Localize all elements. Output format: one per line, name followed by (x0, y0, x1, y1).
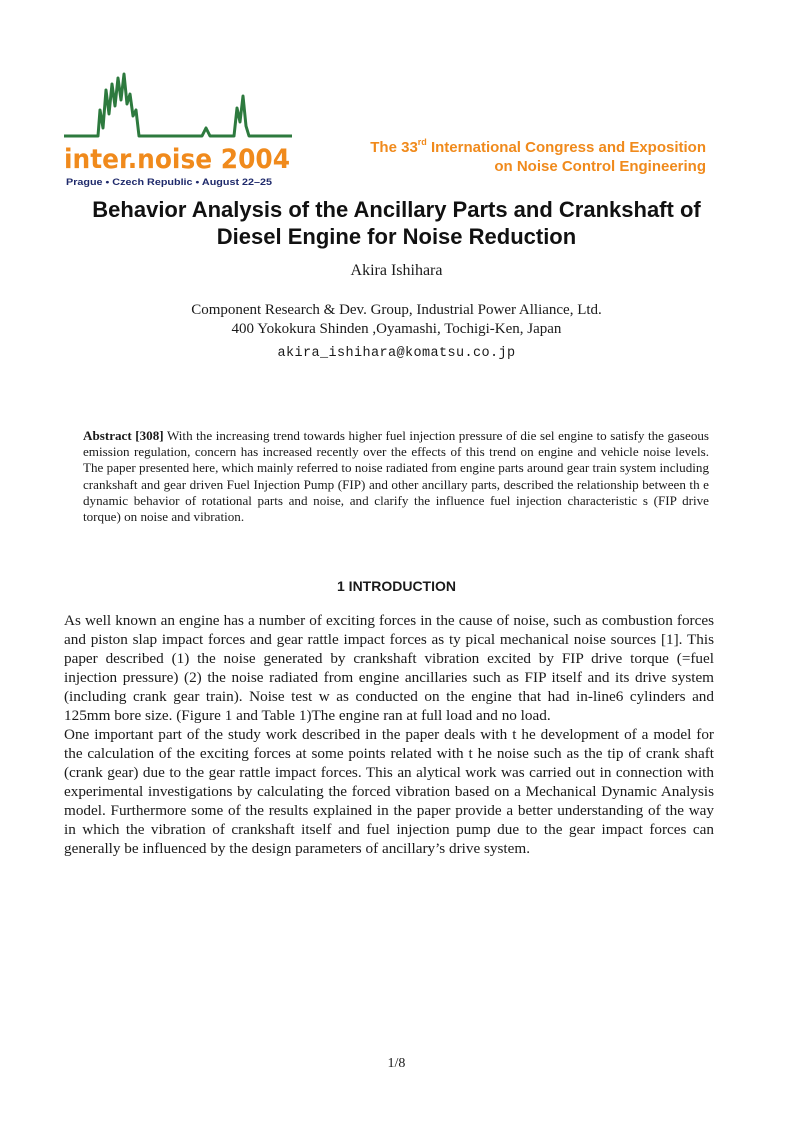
congress-line-1: The 33rd International Congress and Exposition (370, 137, 706, 156)
author-name: Akira Ishihara (350, 262, 443, 279)
body-paragraph: One important part of the study work described in the paper deals with t he development of a model for the calculation of the exciting forces at some points related with t he noise such as the tip of crank shaft (crank gear) due to the gear rattle impact forces. This an alytical work was carried out in connection with experimental investigations by calculating the forced vibration based on a Mechanical Dynamic Analysis model. Furthermore some of the results explained in the paper provide a better understanding of the way in which the vibration of crankshaft itself and fuel injection pump due to the gear impact forces can generally be influenced by the design parameters of ancillary’s drive system. (64, 726, 714, 857)
congress-line-2: on Noise Control Engineering (494, 158, 706, 175)
congress-banner (370, 138, 706, 176)
logo-skyline-icon (64, 74, 292, 136)
abstract-text: With the increasing trend towards higher fuel injection pressure of die sel engine to satisfy the gaseous emission regulation, concern has increased recently over the effects of this trend on engine and vehicle noise levels. The paper presented here, which mainly referred to noise radiated from engine parts around gear train system including crankshaft and gear driven Fuel Injection Pump (FIP) and other ancillary parts, described the relationship between th e dynamic behavior of rotational parts and noise, and clarify the influence fuel injection characteristic s (FIP drive torque) on noise and vibration. (83, 428, 710, 525)
author-affiliation: Component Research & Dev. Group, Industrial Power Alliance, Ltd. 400 Yokokura Shinden ,Oyamashi, Tochigi-Ken, Japan (191, 302, 602, 337)
logo-subtitle: Prague • Czech Republic • August 22–25 (66, 177, 273, 188)
logo-wordmark: inter.noise 2004 (64, 144, 290, 175)
body-paragraph: As well known an engine has a number of exciting forces in the cause of noise, such as combustion forces and piston slap impact forces and gear rattle impact forces as ty pical mechanical noise sources [1]. This paper described (1) the noise generated by crankshaft vibration excited by FIP drive torque (=fuel injection pressure) (2) the noise radiated from engine ancillaries such as FIP itself and its drive system (including crank gear train). Noise test w as conducted on the engine that had in-line6 cylinders and 125mm bore size. (Figure 1 and Table 1)The engine ran at full load and no load. (64, 612, 714, 724)
page-number: 1/8 (387, 1056, 406, 1071)
section-heading: 1 INTRODUCTION (337, 578, 456, 594)
author-email: akira_ishihara@komatsu.co.jp (277, 346, 516, 361)
section-body (64, 611, 714, 858)
conference-logo (62, 70, 294, 194)
paper-title: Behavior Analysis of the Ancillary Parts and Crankshaft of Diesel Engine for Noise Reduction (92, 197, 701, 249)
abstract (83, 428, 709, 525)
abstract-label: Abstract [308] (83, 428, 164, 443)
